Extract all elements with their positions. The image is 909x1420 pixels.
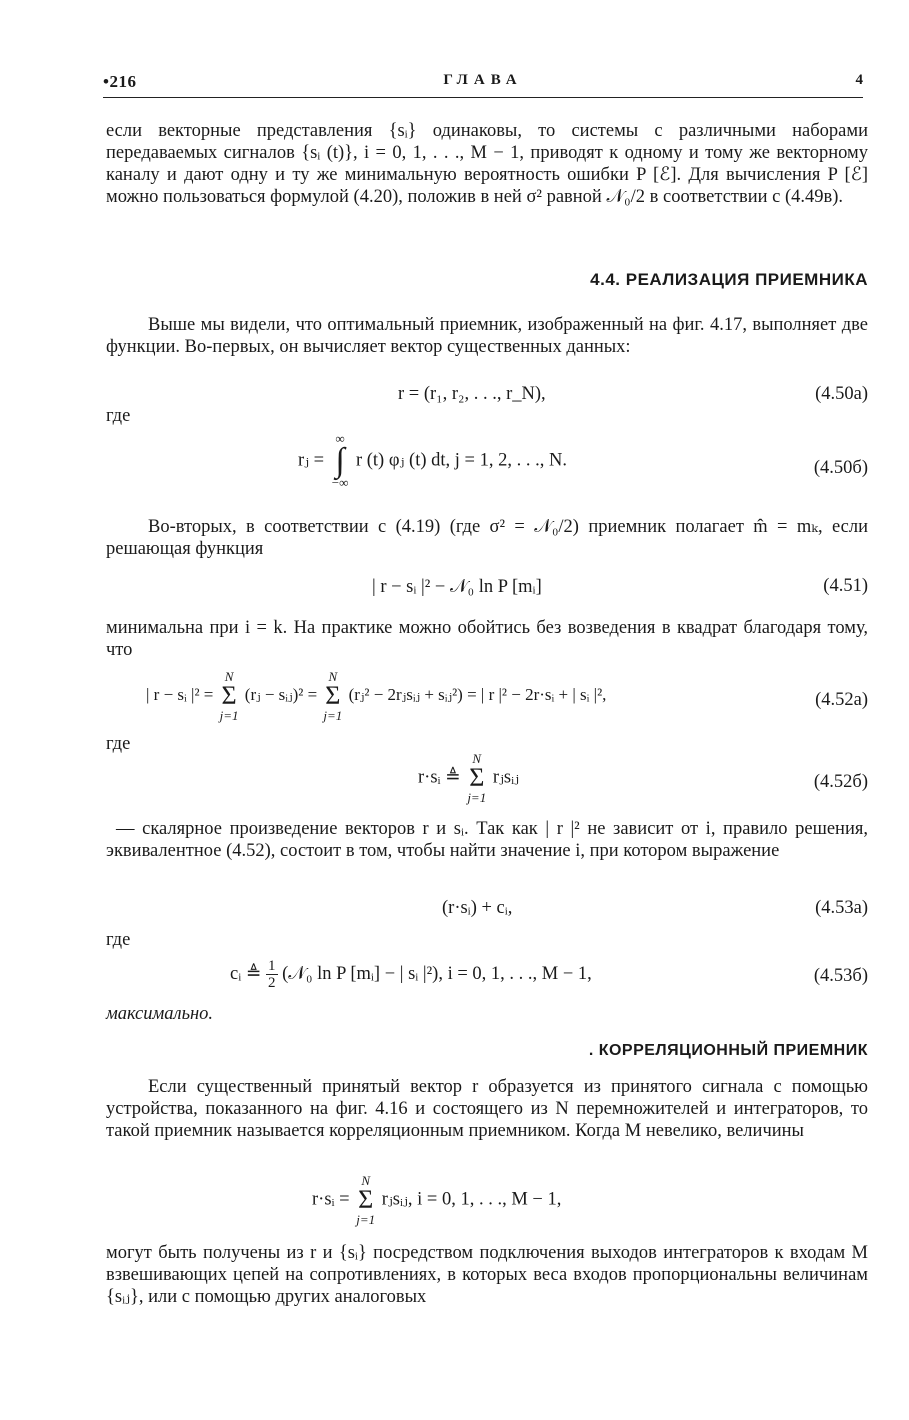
subsection-heading: . КОРРЕЛЯЦИОННЫЙ ПРИЕМНИК — [588, 1042, 868, 1059]
equation-label-4-52b: (4.52б) — [813, 772, 868, 792]
header-rule — [103, 97, 863, 98]
running-head — [103, 72, 863, 94]
page-number: •216 — [103, 72, 137, 91]
equation-4-51: | r − sᵢ |² − 𝒩₀ ln P [mᵢ] — [372, 577, 542, 597]
sum-lower-3: j=1 — [467, 790, 487, 805]
sum-symbol-1: N Σ j=1 — [219, 669, 239, 723]
equation-4-50b — [298, 432, 567, 490]
sum-lower-4: j=1 — [356, 1212, 376, 1227]
where-label-3: где — [106, 930, 131, 950]
section-paragraph-1: Выше мы видели, что оптимальный приемник, изображенный на фиг. 4.17, выполняет две функции. Во-первых, он вычисляет вектор существенных данных: — [106, 315, 868, 357]
subsection-equation — [312, 1174, 561, 1226]
fraction-one-half — [266, 958, 278, 991]
chapter-title: ГЛАВА — [443, 72, 523, 88]
eq-452b-lhs: r·sᵢ ≜ — [418, 767, 461, 788]
eq-452b-rhs: rⱼsᵢⱼ — [492, 767, 519, 788]
eq-452a-part2: (rⱼ − sᵢⱼ)² = — [244, 684, 318, 704]
sum-symbol-4: N Σ j=1 — [356, 1173, 376, 1227]
sum-lower-1: j=1 — [219, 708, 239, 723]
section-heading: 4.4. РЕАЛИЗАЦИЯ ПРИЕМНИКА — [590, 270, 868, 289]
sum-lower-2: j=1 — [323, 708, 343, 723]
intro-paragraph: если векторные представления {sᵢ} одинаковы, то системы с различными наборами передаваемых сигналов {sᵢ (t)}, i = 0, 1, . . ., M − 1, приводят к одному и тому же векторному каналу и дают одну и ту же минимальную вероятность ошибки P [ℰ]. Для вычисления P [ℰ] можно пользоваться формулой (4.20), положив в ней σ² равной 𝒩₀/2 в соответствии с (4.49в). — [106, 121, 868, 207]
eq-450b-lhs: rⱼ = — [298, 450, 325, 471]
equation-4-53b — [230, 958, 592, 991]
where-label-1: где — [106, 406, 131, 426]
eq-453b-rhs: (𝒩₀ ln P [mᵢ] − | sᵢ |²), i = 0, 1, . . ., M − 1, — [282, 963, 592, 984]
sum-symbol-3: N Σ j=1 — [467, 751, 487, 805]
equation-label-4-53a: (4.53а) — [815, 898, 868, 918]
equation-4-52b — [418, 752, 519, 804]
eq-453b-lhs: cᵢ ≜ — [230, 963, 262, 984]
equation-4-52a — [146, 670, 606, 722]
equation-4-53a: (r·sᵢ) + cᵢ, — [442, 898, 513, 918]
integral-upper-limit: ∞ — [335, 431, 345, 446]
sum-upper-1: N — [224, 669, 234, 684]
sub-eq-lhs: r·sᵢ = — [312, 1189, 350, 1210]
sum-symbol-2: N Σ j=1 — [323, 669, 343, 723]
integral-lower-limit: −∞ — [331, 475, 349, 490]
sum-upper-3: N — [472, 751, 482, 766]
section-paragraph-2: Во-вторых, в соответствии с (4.19) (где σ² = 𝒩₀/2) приемник полагает m̂ = mₖ, если решающая функция — [106, 517, 868, 559]
fraction-numerator: 1 — [268, 958, 276, 974]
fraction-denominator: 2 — [268, 975, 276, 991]
maximal-word: максимально. — [106, 1004, 214, 1024]
subsection-paragraph-1: Если существенный принятый вектор r образуется из принятого сигнала с помощью устройства, показанного на фиг. 4.16 и состоящего из N перемножителей и интеграторов, то такой приемник называется корреляционным приемником. Когда M невелико, величины — [106, 1077, 868, 1141]
equation-4-50a: r = (r₁, r₂, . . ., r_N), — [398, 384, 546, 404]
eq-452a-part1: | r − sᵢ |² = — [146, 684, 214, 704]
chapter-number: 4 — [855, 72, 863, 88]
equation-label-4-51: (4.51) — [823, 576, 868, 596]
equation-label-4-50b: (4.50б) — [813, 458, 868, 478]
where-label-2: где — [106, 734, 131, 754]
sub-eq-rhs: rⱼsᵢⱼ, i = 0, 1, . . ., M − 1, — [381, 1189, 562, 1210]
section-paragraph-4: — скалярное произведение векторов r и sᵢ. Так как | r |² не зависит от i, правило решения, эквивалентное (4.52), состоит в том, чтобы найти значение i, при котором выражение — [106, 819, 868, 861]
subsection-paragraph-2: могут быть получены из r и {sᵢ} посредством подключения выходов интеграторов к входам M взвешивающих цепей на сопротивлениях, в которых веса входов пропорциональны величинам {sᵢⱼ}, или с помощью других аналоговых — [106, 1243, 868, 1307]
equation-label-4-50a: (4.50а) — [815, 384, 868, 404]
sum-upper-2: N — [328, 669, 338, 684]
equation-label-4-52a: (4.52а) — [815, 690, 868, 710]
integral-symbol: ∞ ∫ −∞ — [331, 431, 349, 490]
eq-450b-rhs: r (t) φⱼ (t) dt, j = 1, 2, . . ., N. — [355, 450, 567, 471]
section-paragraph-3: минимальна при i = k. На практике можно обойтись без возведения в квадрат благодаря тому, что — [106, 618, 868, 660]
equation-label-4-53b: (4.53б) — [813, 966, 868, 986]
eq-452a-part3: (rⱼ² − 2rⱼsᵢⱼ + sᵢⱼ²) = | r |² − 2r·sᵢ + | sᵢ |², — [348, 684, 607, 704]
sum-upper-4: N — [361, 1173, 371, 1188]
